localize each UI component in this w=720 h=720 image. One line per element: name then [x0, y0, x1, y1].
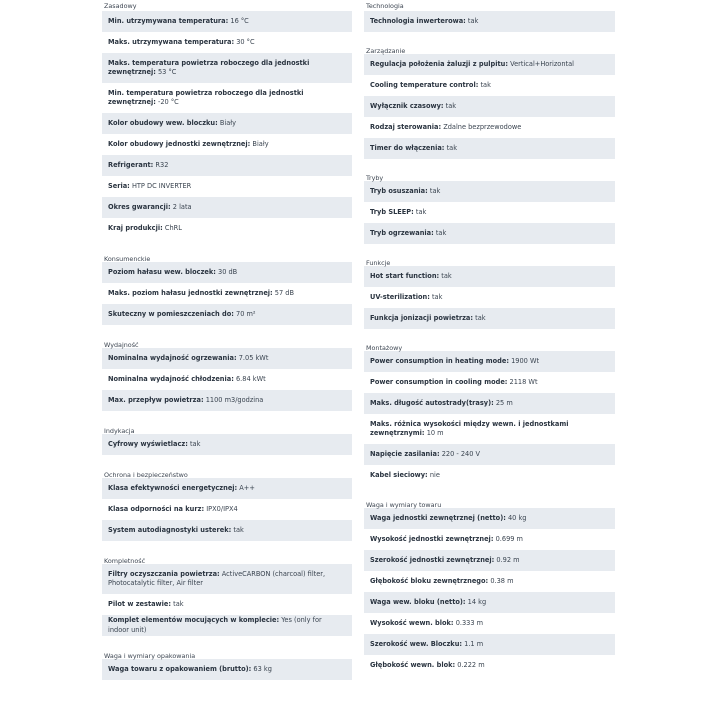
spec-label: Waga towaru z opakowaniem (brutto):: [108, 664, 252, 673]
spec-row: [364, 550, 615, 571]
spec-row-text: [370, 357, 539, 367]
spec-label: Maks. poziom hałasu jednostki zewnętrznej:: [108, 288, 273, 297]
spec-row-text: [108, 17, 249, 27]
section-title: Technologia: [366, 2, 404, 10]
spec-row: [102, 262, 352, 283]
spec-row: [102, 564, 352, 594]
spec-label: Maks. utrzymywana temperatura:: [108, 37, 235, 46]
spec-row-text: [370, 229, 446, 239]
spec-row-text: [370, 598, 486, 608]
spec-row: [364, 75, 615, 96]
spec-label: Seria:: [108, 181, 130, 190]
spec-value: 7.05 kWt: [238, 353, 269, 362]
spec-value: tak: [233, 525, 244, 534]
spec-row-text: [370, 420, 607, 439]
spec-row: [102, 594, 352, 615]
spec-row-text: [370, 450, 480, 460]
spec-value: 16 °C: [230, 16, 249, 25]
spec-value: tak: [415, 207, 427, 216]
spec-row: [364, 634, 615, 655]
spec-value: tak: [475, 313, 486, 322]
spec-label: Timer do włączenia:: [370, 143, 445, 152]
spec-row: [364, 351, 615, 372]
spec-row: [364, 508, 615, 529]
spec-value: Biały: [219, 118, 237, 127]
spec-row: [102, 83, 352, 113]
spec-row: [364, 11, 615, 32]
spec-value: IPX0/IPX4: [206, 504, 238, 513]
spec-label: Komplet elementów mocujących w komplecie:: [108, 616, 280, 624]
spec-row-text: [370, 272, 452, 282]
spec-label: Napięcie zasilania:: [370, 449, 440, 458]
spec-row: [102, 176, 352, 197]
spec-value: tak: [441, 271, 452, 280]
spec-value: 40 kg: [507, 513, 527, 522]
spec-row-text: [108, 665, 272, 675]
spec-row-text: [108, 289, 294, 299]
spec-row: [102, 197, 352, 218]
spec-value: tak: [189, 439, 201, 448]
spec-label: Tryb osuszania:: [370, 186, 428, 195]
spec-row-text: [108, 268, 237, 278]
spec-row-text: [108, 570, 344, 589]
spec-row: [364, 96, 615, 117]
spec-row: [364, 117, 615, 138]
spec-row: [364, 414, 615, 444]
spec-label: Hot start function:: [370, 271, 440, 280]
spec-row: [102, 113, 352, 134]
spec-row: [364, 465, 615, 486]
spec-label: System autodiagnostyki usterek:: [108, 525, 232, 534]
spec-row-text: [370, 123, 521, 133]
spec-row-text: [370, 102, 456, 112]
spec-row: [364, 308, 615, 329]
spec-row-text: [370, 208, 426, 218]
spec-row: [364, 202, 615, 223]
spec-label: Cyfrowy wyświetlacz:: [108, 439, 188, 448]
section-title: Indykacja: [104, 427, 135, 435]
spec-label: Klasa odporności na kurz:: [108, 504, 205, 513]
spec-row: [364, 54, 615, 75]
spec-row: [102, 304, 352, 325]
spec-value: 70 m²: [236, 309, 256, 318]
spec-value: tak: [431, 292, 443, 301]
section-title: Kompletność: [104, 557, 146, 565]
spec-label: Maks. temperatura powietrza roboczego dla jednostki zewnętrznej:: [108, 58, 310, 76]
spec-row: [102, 369, 352, 390]
spec-value: 6.84 kWt: [235, 374, 266, 383]
spec-value: tak: [435, 228, 447, 237]
spec-value: -20 °C: [157, 98, 179, 106]
spec-value: 0.699 m: [495, 534, 523, 543]
spec-row: [102, 218, 352, 239]
section-title: Waga i wymiary towaru: [366, 501, 442, 509]
spec-row: [102, 155, 352, 176]
spec-row-text: [108, 396, 263, 406]
spec-row: [102, 434, 352, 455]
spec-label: Power consumption in heating mode:: [370, 356, 509, 365]
spec-row-text: [108, 119, 236, 129]
spec-label: Maks. różnica wysokości między wewn. i jednostkami zewnętrznymi:: [370, 419, 569, 437]
spec-value: 0.222 m: [457, 660, 485, 669]
spec-value: 1.1 m: [464, 639, 484, 648]
spec-value: A++: [239, 483, 255, 492]
spec-label: Filtry oczyszczania powietrza:: [108, 569, 220, 578]
spec-value: 30 °C: [236, 37, 255, 46]
spec-row-text: [108, 203, 192, 213]
spec-label: Waga jednostki zewnętrznej (netto):: [370, 513, 506, 522]
spec-row-text: [370, 144, 457, 154]
spec-label: Tryb ogrzewania:: [370, 228, 434, 237]
section-title: Waga i wymiary opakowania: [104, 652, 196, 660]
spec-row: [364, 529, 615, 550]
spec-row: [364, 266, 615, 287]
spec-row: [364, 181, 615, 202]
spec-value: ChRL: [164, 223, 182, 232]
spec-value: 0.333 m: [455, 618, 484, 627]
section-title: Tryby: [366, 174, 384, 182]
spec-label: Szerokość wew. Bloczku:: [370, 639, 463, 648]
spec-row: [102, 520, 352, 541]
spec-label: Funkcja jonizacji powietrza:: [370, 313, 474, 322]
spec-row-text: [108, 600, 184, 610]
spec-label: Wysokość wewn. blok:: [370, 618, 454, 627]
spec-row-text: [108, 38, 255, 48]
spec-value: 14 kg: [467, 597, 487, 606]
spec-label: Skuteczny w pomieszczeniach do:: [108, 309, 234, 318]
spec-label: Tryb SLEEP:: [370, 207, 414, 216]
spec-label: Regulacja położenia żaluzji z pulpitu:: [370, 59, 508, 68]
spec-row: [364, 223, 615, 244]
section-title: Zarządzanie: [366, 47, 406, 55]
spec-value: 10 m: [426, 429, 444, 437]
spec-label: Okres gwarancji:: [108, 202, 171, 211]
spec-label: Pilot w zestawie:: [108, 599, 172, 608]
spec-value: R32: [155, 160, 169, 169]
spec-label: Głębokość bloku zewnętrznego:: [370, 576, 489, 585]
spec-row-text: [108, 89, 344, 108]
spec-row-text: [108, 354, 268, 364]
spec-label: Kolor obudowy jednostki zewnętrznej:: [108, 139, 251, 148]
spec-value: 0.92 m: [496, 555, 520, 564]
spec-value: tak: [480, 80, 491, 89]
spec-value: 1100 m3/godzina: [205, 395, 264, 404]
spec-value: 63 kg: [253, 664, 272, 673]
spec-row-text: [108, 505, 238, 515]
spec-label: UV-sterilization:: [370, 292, 430, 301]
spec-value: 2118 Wt: [509, 377, 538, 386]
spec-label: Kabel sieciowy:: [370, 470, 428, 479]
spec-label: Poziom hałasu wew. bloczek:: [108, 267, 216, 276]
spec-row: [102, 615, 352, 636]
spec-row: [102, 134, 352, 155]
spec-value: tak: [173, 599, 184, 608]
spec-row-text: [108, 484, 255, 494]
spec-row: [102, 283, 352, 304]
spec-row: [364, 592, 615, 613]
spec-row-text: [370, 577, 514, 587]
spec-row: [102, 348, 352, 369]
spec-row: [364, 138, 615, 159]
section-title: Montażowy: [366, 344, 403, 352]
spec-label: Klasa efektywności energetycznej:: [108, 483, 238, 492]
spec-row-text: [370, 81, 491, 91]
spec-row-text: [370, 535, 523, 545]
spec-row: [364, 444, 615, 465]
spec-row-text: [370, 314, 486, 324]
section-title: Funkcje: [366, 259, 391, 267]
spec-row-text: [370, 17, 478, 27]
spec-row: [102, 53, 352, 83]
spec-row-text: [370, 556, 520, 566]
spec-value: HTP DC INVERTER: [131, 181, 192, 190]
spec-label: Waga wew. bloku (netto):: [370, 597, 466, 606]
spec-label: Głębokość wewn. blok:: [370, 660, 456, 669]
spec-value: tak: [445, 101, 457, 110]
spec-value: 57 dB: [274, 288, 294, 297]
spec-label: Cooling temperature control:: [370, 80, 479, 89]
spec-row-text: [108, 526, 244, 536]
spec-value: nie: [429, 470, 440, 479]
spec-row: [364, 372, 615, 393]
spec-value: 53 °C: [157, 68, 177, 76]
spec-value: Yes (only for indoor unit): [108, 616, 322, 634]
spec-value: 2 lata: [172, 202, 192, 211]
spec-label: Nominalna wydajność ogrzewania:: [108, 353, 237, 362]
spec-value: ActiveCARBON (charcoal) filter, Photocatalytic filter, Air filter: [108, 569, 326, 587]
spec-value: 30 dB: [218, 267, 238, 276]
spec-label: Kraj produkcji:: [108, 223, 163, 232]
spec-value: Zdalne bezprzewodowe: [443, 122, 522, 131]
spec-label: Refrigerant:: [108, 160, 154, 169]
spec-label: Wysokość jednostki zewnętrznej:: [370, 534, 494, 543]
spec-row-text: [108, 182, 191, 192]
spec-value: Vertical+Horizontal: [510, 59, 574, 68]
spec-value: 1900 Wt: [511, 356, 540, 365]
spec-column-right: [364, 0, 615, 676]
spec-row-text: [370, 187, 440, 197]
spec-row: [364, 571, 615, 592]
spec-row: [102, 499, 352, 520]
section-title: Ochrona i bezpieczeństwo: [104, 471, 188, 479]
spec-row: [364, 655, 615, 676]
spec-row-text: [370, 60, 574, 70]
spec-label: Max. przepływ powietrza:: [108, 395, 204, 404]
spec-row-text: [108, 59, 344, 78]
spec-row-text: [370, 399, 513, 409]
spec-row-text: [370, 640, 483, 650]
spec-value: 0.38 m: [490, 576, 514, 585]
spec-row-text: [108, 140, 269, 150]
spec-value: 220 - 240 V: [441, 449, 481, 458]
section-title: Zasadowy: [104, 2, 137, 10]
spec-row: [102, 659, 352, 680]
spec-label: Technologia inwerterowa:: [370, 16, 466, 25]
spec-row-text: [108, 161, 168, 171]
spec-value: Biały: [252, 139, 269, 148]
spec-label: Wyłącznik czasowy:: [370, 101, 444, 110]
spec-label: Power consumption in cooling mode:: [370, 377, 508, 386]
spec-row-text: [108, 375, 266, 385]
spec-column-left: [102, 0, 352, 680]
spec-value: tak: [467, 16, 479, 25]
section-title: Konsumenckie: [104, 255, 151, 263]
spec-value: 25 m: [495, 398, 513, 407]
spec-row-text: [370, 293, 442, 303]
spec-row-text: [108, 224, 182, 234]
spec-row-text: [108, 440, 200, 450]
spec-value: tak: [446, 143, 458, 152]
spec-row-text: [370, 471, 440, 481]
spec-label: Rodzaj sterowania:: [370, 122, 442, 131]
spec-value: tak: [429, 186, 441, 195]
spec-label: Min. utrzymywana temperatura:: [108, 16, 229, 25]
spec-row: [102, 11, 352, 32]
spec-row: [102, 390, 352, 411]
spec-row: [364, 393, 615, 414]
spec-label: Kolor obudowy wew. bloczku:: [108, 118, 218, 127]
spec-row-text: [108, 310, 256, 320]
spec-label: Szerokość jednostki zewnętrznej:: [370, 555, 495, 564]
spec-row-text: [370, 661, 485, 671]
spec-row: [364, 613, 615, 634]
spec-row: [364, 287, 615, 308]
spec-row-text: [370, 619, 483, 629]
spec-label: Maks. długość autostrady(trasy):: [370, 398, 494, 407]
spec-row-text: [370, 378, 538, 388]
spec-row: [102, 478, 352, 499]
spec-row: [102, 32, 352, 53]
spec-row-text: [370, 514, 526, 524]
spec-label: Nominalna wydajność chłodzenia:: [108, 374, 234, 383]
spec-label: Min. temperatura powietrza roboczego dla jednostki zewnętrznej:: [108, 88, 304, 106]
spec-row-text: [108, 616, 344, 635]
section-title: Wydajność: [104, 341, 139, 349]
